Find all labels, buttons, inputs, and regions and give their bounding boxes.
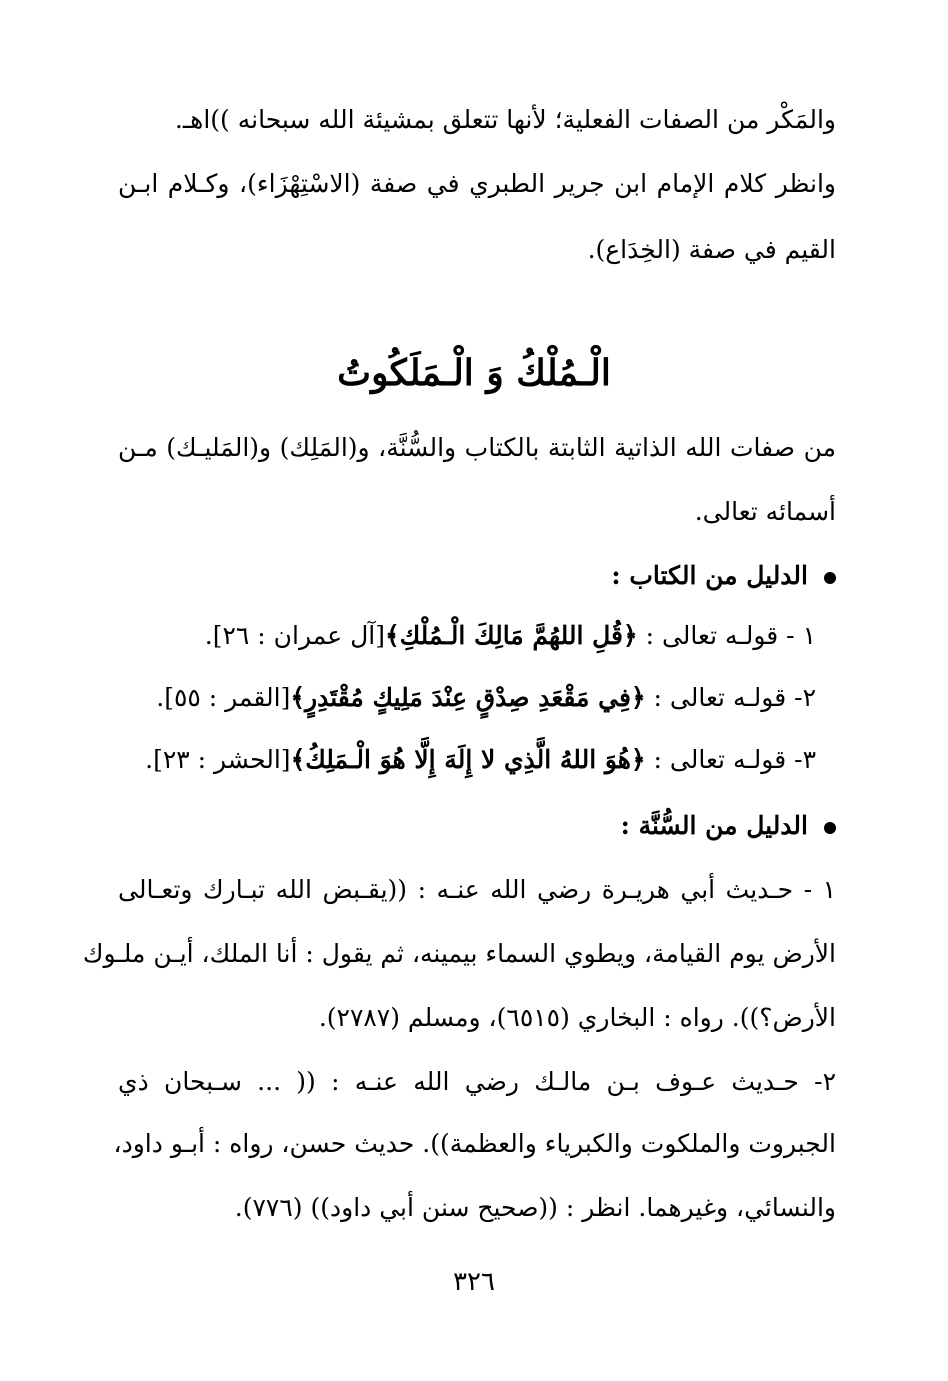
bullet-icon [824,572,836,584]
hadith-2-line-2: الجبروت والملكوت والكبرياء والعظمة)). حديث حسن، رواه : أبـو داود، [113,1129,836,1158]
book-item-1 [116,616,816,656]
intro-line-1: والمَكْر من الصفات الفعلية؛ لأنها تتعلق بمشيئة الله سبحانه ))اهـ. [174,105,836,134]
hadith-1-line-1: ١ - حـديث أبي هريـرة رضي الله عنـه : ((يقـبض الله تبـارك وتعـالى [118,875,836,904]
page-number: ٣٢٦ [453,1267,495,1297]
section-title: الْـمُلْكُ وَ الْـمَلَكُوتُ [337,352,611,394]
book-item-prefix: ١ - قولـه تعالى : [637,621,816,650]
book-item-3 [116,740,816,780]
verse-reference: [آل عمران : ٢٦]. [204,621,385,650]
verse-reference: [الحشر : ٢٣]. [145,745,291,774]
hadith-2-line-1: ٢- حـديث عـوف بـن مالـك رضي الله عنـه : (( ... سـبحان ذي [118,1067,836,1096]
definition-line-1: من صفات الله الذاتية الثابتة بالكتاب والسُّنَّة، و(المَلِك) و(المَليـك) مـن [118,433,836,462]
book-item-prefix: ٣- قولـه تعالى : [645,745,816,774]
intro-line-3: القيم في صفة (الخِدَاع). [587,235,836,264]
bullet-icon [824,822,836,834]
quran-verse: ﴿قُلِ اللهُمَّ مَالِكَ الْـمُلْكِ﴾ [384,621,638,650]
verse-reference: [القمر : ٥٥]. [156,683,291,712]
quran-verse: ﴿هُوَ اللهُ الَّذِي لا إِلَهَ إِلَّا هُوَ الْـمَلِكُ﴾ [290,745,646,774]
book-evidence-heading [118,556,836,596]
quran-verse: ﴿فِي مَقْعَدِ صِدْقٍ عِنْدَ مَلِيكٍ مُقْتَدِرٍ﴾ [290,683,646,712]
book-evidence-heading-text: الدليل من الكتاب : [611,561,808,590]
book-item-prefix: ٢- قولـه تعالى : [645,683,816,712]
book-item-2 [116,678,816,718]
hadith-1-line-3: الأرض؟)). رواه : البخاري (٦٥١٥)، ومسلم (٢٧٨٧). [318,1003,836,1032]
sunnah-evidence-heading [118,806,836,846]
hadith-1-line-2: الأرض يوم القيامة، ويطوي السماء بيمينه، ثم يقول : أنا الملك، أيـن ملـوك [82,939,836,968]
intro-line-2: وانظر كلام الإمام ابن جرير الطبري في صفة (الاسْتِهْزَاء)، وكـلام ابـن [118,169,836,198]
definition-line-2: أسمائه تعالى. [694,497,836,526]
hadith-2-line-3: والنسائي، وغيرهما. انظر : ((صحيح سنن أبي داود)) (٧٧٦). [234,1193,836,1222]
sunnah-evidence-heading-text: الدليل من السُّنَّة : [620,811,808,840]
